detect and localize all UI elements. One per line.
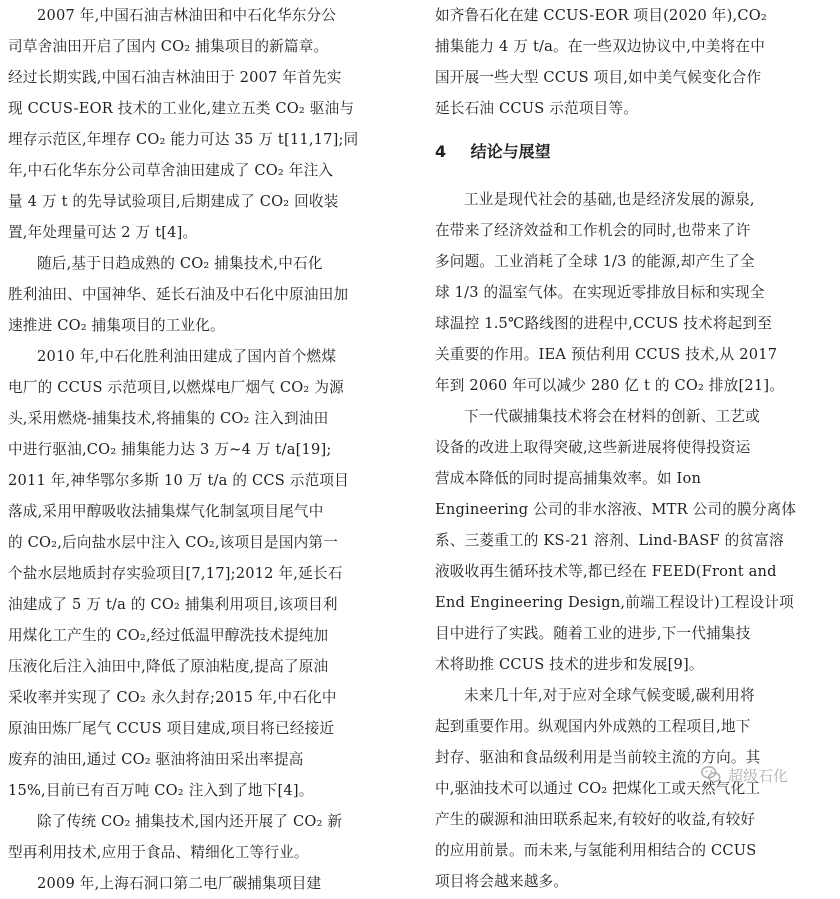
paragraph <box>8 868 412 899</box>
text-line: 起到重要作用。纵观国内外成熟的工程项目,地下 <box>435 718 751 735</box>
wechat-icon <box>700 764 722 786</box>
text-line: 如齐鲁石化在建 CCUS-EOR 项目(2020 年),CO₂ <box>435 7 767 24</box>
text-line: 目中进行了实践。随着工业的进步,下一代捕集技 <box>435 625 751 642</box>
text-line: 延长石油 CCUS 示范项目等。 <box>435 100 639 117</box>
text-line: 中,驱油技术可以通过 CO₂ 把煤化工或天然气化工 <box>435 780 761 797</box>
text-line: 系、三菱重工的 KS-21 溶剂、Lind-BASF 的贫富溶 <box>435 532 784 549</box>
text-line: 头,采用燃烧-捕集技术,将捕集的 CO₂ 注入到油田 <box>8 410 329 427</box>
text-line: 胜利油田、中国神华、延长石油及中石化中原油田加 <box>8 286 349 303</box>
text-line: 司草舍油田开启了国内 CO₂ 捕集项目的新篇章。 <box>8 38 329 55</box>
text-line: 项目将会越来越多。 <box>435 873 569 890</box>
text-line: 球 1/3 的温室气体。在实现近零排放目标和实现全 <box>435 284 765 301</box>
section-title: 结论与展望 <box>470 142 551 161</box>
watermark-text: 超级石化 <box>728 766 789 785</box>
text-line: 多问题。工业消耗了全球 1/3 的能源,却产生了全 <box>435 253 755 270</box>
paragraph <box>8 806 412 868</box>
text-line: 捕集能力 4 万 t/a。在一些双边协议中,中美将在中 <box>435 38 766 55</box>
text-line: 个盐水层地质封存实验项目[7,17];2012 年,延长石 <box>8 565 343 582</box>
text-line: 年,中石化华东分公司草舍油田建成了 CO₂ 年注入 <box>8 162 334 179</box>
text-line: 置,年处理量可达 2 万 t[4]。 <box>8 224 198 241</box>
text-line: 年到 2060 年可以减少 280 亿 t 的 CO₂ 排放[21]。 <box>435 377 785 394</box>
text-line: 采收率并实现了 CO₂ 永久封存;2015 年,中石化中 <box>8 689 337 706</box>
text-line: 2010 年,中石化胜利油田建成了国内首个燃煤 <box>37 348 337 365</box>
text-line: 现 CCUS-EOR 技术的工业化,建立五类 CO₂ 驱油与 <box>8 100 355 117</box>
watermark <box>700 760 835 790</box>
right-intro-paragraph <box>435 0 833 124</box>
text-line: 未来几十年,对于应对全球气候变暖,碳利用将 <box>464 687 755 704</box>
text-line: 15%,目前已有百万吨 CO₂ 注入到了地下[4]。 <box>8 782 314 799</box>
text-line: 国开展一些大型 CCUS 项目,如中美气候变化合作 <box>435 69 762 86</box>
text-line: 球温控 1.5℃路线图的进程中,CCUS 技术将起到至 <box>435 315 772 332</box>
text-line: 随后,基于日趋成熟的 CO₂ 捕集技术,中石化 <box>37 255 323 272</box>
text-line: 在带来了经济效益和工作机会的同时,也带来了许 <box>435 222 751 239</box>
text-line: 速推进 CO₂ 捕集项目的工业化。 <box>8 317 225 334</box>
paragraph <box>435 401 833 680</box>
text-line: 关重要的作用。IEA 预估利用 CCUS 技术,从 2017 <box>435 346 778 363</box>
text-line: 液吸收再生循环技术等,都已经在 FEED(Front and <box>435 563 777 580</box>
text-line: 型再利用技术,应用于食品、精细化工等行业。 <box>8 844 309 861</box>
text-line: 中进行驱油,CO₂ 捕集能力达 3 万~4 万 t/a[19]; <box>8 441 332 458</box>
section-heading <box>435 132 833 172</box>
text-line: 压液化后注入油田中,降低了原油粘度,提高了原油 <box>8 658 329 675</box>
text-line: 工业是现代社会的基础,也是经济发展的源泉, <box>464 191 755 208</box>
text-line: 量 4 万 t 的先导试验项目,后期建成了 CO₂ 回收装 <box>8 193 339 210</box>
paragraph <box>435 184 833 401</box>
text-line: 经过长期实践,中国石油吉林油田于 2007 年首先实 <box>8 69 342 86</box>
text-line: 的应用前景。而未来,与氢能利用相结合的 CCUS <box>435 842 757 859</box>
text-line: 术将助推 CCUS 技术的进步和发展[9]。 <box>435 656 704 673</box>
text-line: 落成,采用甲醇吸收法捕集煤气化制氢项目尾气中 <box>8 503 324 520</box>
text-line: 原油田炼厂尾气 CCUS 项目建成,项目将已经接近 <box>8 720 335 737</box>
text-line: 电厂的 CCUS 示范项目,以燃煤电厂烟气 CO₂ 为源 <box>8 379 344 396</box>
section-number: 4 <box>435 142 447 161</box>
text-line: 2011 年,神华鄂尔多斯 10 万 t/a 的 CCS 示范项目 <box>8 472 349 489</box>
text-line: End Engineering Design,前端工程设计)工程设计项 <box>435 594 794 611</box>
text-line: 下一代碳捕集技术将会在材料的创新、工艺或 <box>464 408 760 425</box>
text-line: 封存、驱油和食品级利用是当前较主流的方向。其 <box>435 749 761 766</box>
text-line: 设备的改进上取得突破,这些新进展将使得投资运 <box>435 439 751 456</box>
text-line: 废弃的油田,通过 CO₂ 驱油将油田采出率提高 <box>8 751 304 768</box>
right-body <box>435 184 833 897</box>
text-line: 2009 年,上海石洞口第二电厂碳捕集项目建 <box>37 875 322 892</box>
paragraph <box>8 341 412 806</box>
text-line: 产生的碳源和油田联系起来,有较好的收益,有较好 <box>435 811 756 828</box>
text-line: 的 CO₂,后向盐水层中注入 CO₂,该项目是国内第一 <box>8 534 339 551</box>
text-line: 埋存示范区,年埋存 CO₂ 能力可达 35 万 t[11,17];同 <box>8 131 359 148</box>
text-line: 用煤化工产生的 CO₂,经过低温甲醇洗技术提纯加 <box>8 627 329 644</box>
paragraph <box>8 0 412 248</box>
text-line: Engineering 公司的非水溶液、MTR 公司的膜分离体 <box>435 501 797 518</box>
text-line: 除了传统 CO₂ 捕集技术,国内还开展了 CO₂ 新 <box>37 813 343 830</box>
left-column <box>8 0 412 899</box>
paragraph <box>8 248 412 341</box>
text-line: 2007 年,中国石油吉林油田和中石化华东分公 <box>37 7 337 24</box>
text-line: 营成本降低的同时提高捕集效率。如 Ion <box>435 470 702 487</box>
text-line: 油建成了 5 万 t/a 的 CO₂ 捕集利用项目,该项目利 <box>8 596 338 613</box>
